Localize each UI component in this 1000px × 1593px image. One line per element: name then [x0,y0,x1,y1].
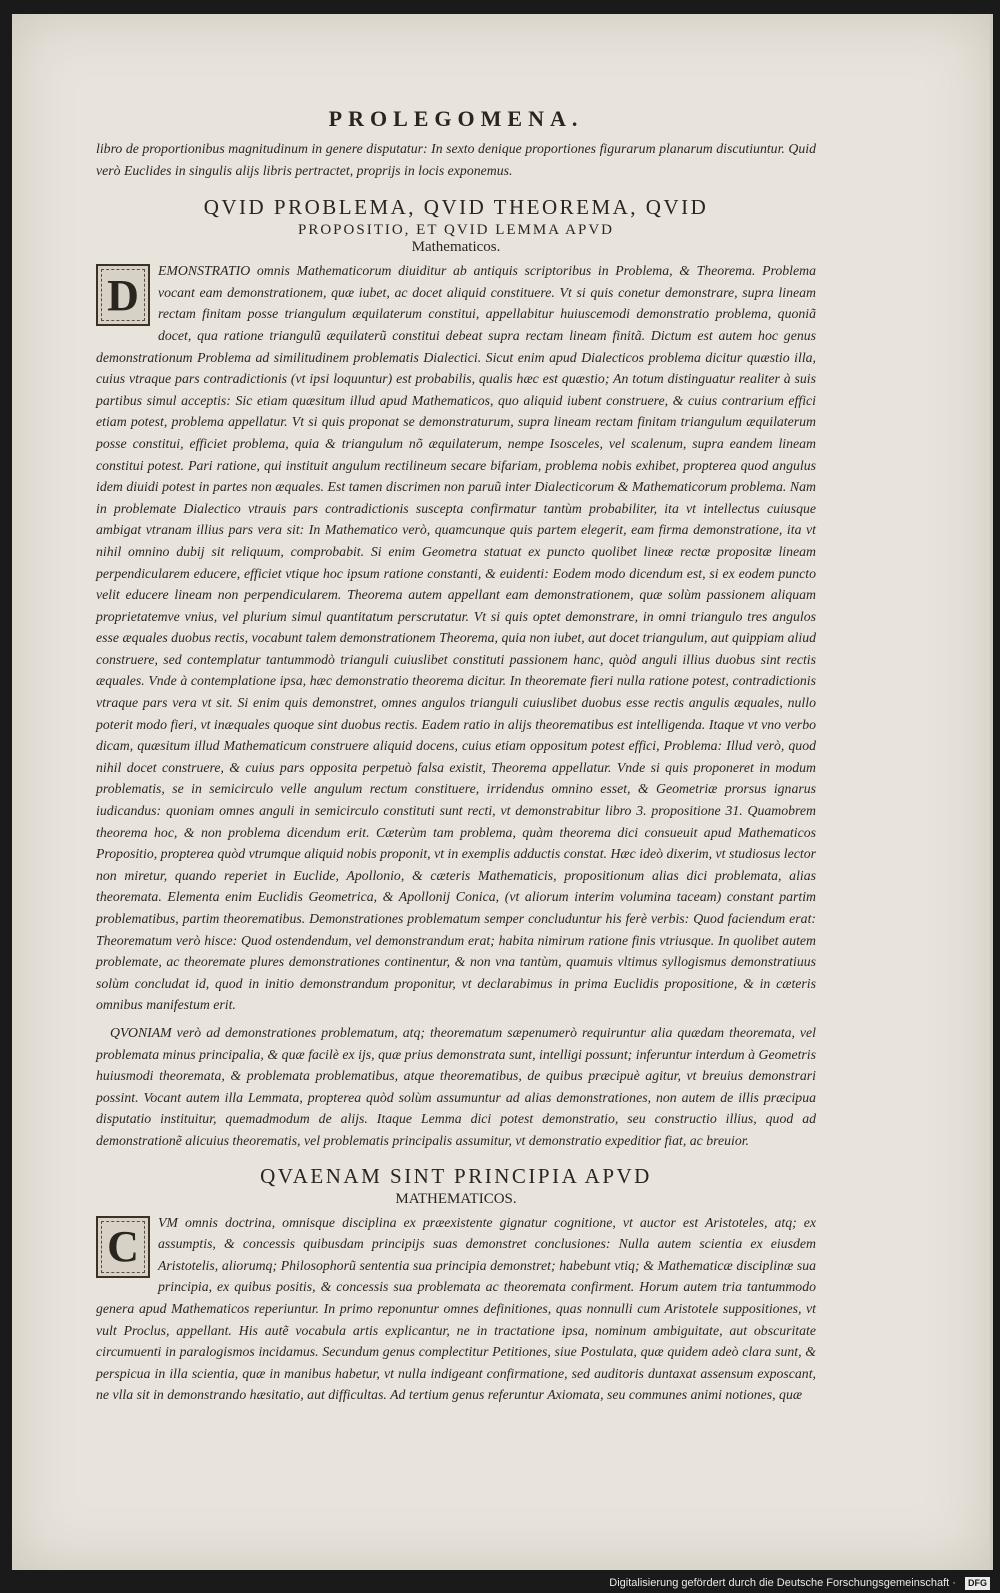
section1-paragraph2: QVONIAM verò ad demonstrationes problematum, atq; theorematum sæpenumerò requiruntur alia quædam theoremata, vel problemata minus principalia, & quæ facilè ex ijs, quæ prius demonstrata sunt, intelligi possunt; inferuntur interdum à Geometris huiusmodi theoremata, & problemata problematibus, atque theorematibus, de quibus præcipuè agitur, vt breuius demonstrari possint. Vocant autem illa Lemmata, propterea quòd solùm assumuntur ad alias demonstrationes, non autem de illis præcipua disputatio instituitur, quemadmodum de alijs. Itaque Lemma dici potest demonstratio, seu constructio illius, quod ad demonstrationẽ alicuius theorematis, vel problematis principalis assumitur, vt demonstratio expeditior fiat, ac breuior. [96,1024,816,1148]
section2-paragraph1: VM omnis doctrina, omnisque disciplina ex præexistente gignatur cognitione, vt auctor est Aristoteles, atq; ex assumptis, & concessis quibusdam principijs suas demonstret conclusiones: Nulla autem scientia ex eiusdem Aristotelis, aliorumq; Philosophorũ sententia sua principia demonstret; habebunt vtiq; & Mathematicæ disciplinæ sua principia, ex quibus positis, & concessis sua problemata ac theoremata confirment. Horum autem tria tantummodo genera apud Mathematicos reperiuntur. In primo reponuntur omnes definitiones, quas nonnulli cum Aristotele suppositiones, vt vult Proclus, appellant. His autẽ vocabula artis explicantur, ne in tractatione ipsa, nominum ambiguitate, aut obscuritate circumuenti in paralogismos incidamus. Secundum genus complectitur Petitiones, siue Postulata, quæ quidem adeò clara sunt, & perspicua in illa scientia, quæ in manibus habetur, vt nulla indigeant confirmatione, sed auditoris duntaxat assensum exposcant, ne vlla sit in demonstrando hæsitatio, aut difficultas. Ad tertium genus referuntur Axiomata, seu communes animi notiones, quæ [96,1214,816,1403]
section1-title-line2: PROPOSITIO, ET QVID LEMMA APVD [298,222,614,239]
decorated-initial-d: D [96,264,150,326]
running-head: PROLEGOMENA. [328,106,584,131]
section2-title-line1: QVAENAM SINT PRINCIPIA APVD [260,1163,652,1188]
intro-text: libro de proportionibus magnitudinum in genere disputatur: In sexto denique proportiones figurarum planarum discutiuntur. Quid verò Euclides in singulis alijs libris pertractet, proprijs in locis exponemus. [96,141,816,178]
footer-credit-text: Digitalisierung gefördert durch die Deutsche Forschungsgemeinschaft · [609,1577,956,1589]
book-page [12,14,993,1570]
dfg-logo: DFG [965,1577,990,1590]
section1-paragraph1: EMONSTRATIO omnis Mathematicorum diuiditur ab antiquis scriptoribus in Problema, & Theorema. Problema vocant eam demonstrationem, quæ iubet, ac docet aliquid constituere. Vt si quis conetur demonstrare, supra lineam rectam finitam posse triangulum æquilaterum constitui, appellabitur huiuscemodi demonstratio problema, quoniã docet, qua ratione triangulũ æquilaterũ constitui debeat supra rectam lineam finitã. Dictum est autem hoc genus demonstrationum Problema ad similitudinem problematis Dialectici. Sicut enim apud Dialecticos problema dicitur quæstio illa, cuius vtraque pars contradictionis (vt ipsi loquuntur) est probabilis, qualis hæc est quæstio; An totum distinguatur realiter à suis partibus simul acceptis: Sic etiam quæsitum illud apud Mathematicos, quo aliquid iubent construere, & cuius contrarium effici etiam potest, problema appellatur. Vt si quis proponat se demonstraturum, supra lineam rectam finitam triangulum æquilaterum posse constitui, efficiet problema, quia & triangulum nõ æquilaterum, nempe Isosceles, vel scalenum, supra eandem lineam constitui potest. Pari ratione, qui instituit angulum rectilineum secare bifariam, problema nobis exhibet, propterea quod angulus idem diuidi potest in partes non æquales. Est tamen discrimen non paruũ inter Dialecticorum & Mathematicorum problema. Nam in problemate Dialectico vtrauis pars contradictionis suscepta confirmatur tantùm probabiliter, ita vt intellectus cuiusque ambigat vtranam illius pars vera sit: In Mathematico verò, quamcunque quis partem elegerit, eam firma demonstratione, ita vt nihil omnino dubij sit reliquum, comprobabit. Si enim Geometra statuat ex puncto quolibet lineæ rectæ propositæ lineam perpendicularem educere, efficiet vtique hoc ipsum ratione constanti, & euidenti: Eodem modo dicendum est, si ex eodem puncto velit educere lineam non perpendicularem. Theorema autem appellant eam demonstrationem, quæ solùm passionem aliquam proprietatemve vnius, vel plurium simul quantitatum perscrutatur. Vt si quis optet demonstrare, in omni triangulo tres angulos esse æquales duobus rectis, vocabunt talem demonstrationem Theorema, quia non iubet, aut docet triangulum, aut quippiam aliud construere, sed contemplatur tantummodò trianguli cuiuslibet constituti passionem hanc, quòd anguli illius duobus sint rectis æquales. Vnde à contemplatione ipsa, hæc demonstratio theorema dicitur. In theoremate fieri nulla ratione potest, contradictionis vtraque pars vera vt sit. Si enim quis demonstret, omnes angulos trianguli cuiuslibet duobus esse rectis angulis æquales, nullo poterit modo fieri, vt inæquales quoque sint duobus rectis. Eadem ratio in alijs theorematibus est intelligenda. Itaque vt vno verbo dicam, quæsitum illud Mathematicum construere aliquid docens, cuius etiam oppositum potest effici, Problema: Illud verò, quod nihil docet construere, & cuius pars opposita perpetuò falsa existit, Theorema appellatur. Vnde si quis proponeret in modum problematis, se in semicirculo velle angulum rectum constituere, irridendus omnino esset, & Geometriæ prorsus ignarus iudicandus: quoniam omnes anguli in semicirculo constituti sunt recti, vt demonstrabitur libro 3. propositione 31. Quamobrem theorema hoc, & non problema dicendum erit. Cæterùm tam problema, quàm theorema dici consueuit apud Mathematicos Propositio, propterea quòd vtrumque aliquid nobis proponit, vt in exemplis adductis constat. Hæc ideò dixerim, vt studiosus lector non miretur, quando reperiet in Euclide, Apollonio, & cæteris Mathematicis, propositionum alias dici problemata, alias theoremata. Elementa enim Euclidis Geometrica, & Apollonij Conica, (vt aliorum interim volumina taceam) constant partim problematibus, partim theorematibus. Demonstrationes problematum semper concluduntur his ferè verbis: Quod faciendum erat: Theorematum verò hisce: Quod ostendendum, vel demonstrandum erat; habita nimirum ratione finis vtriusque. In quolibet autem problemate, ac theoremate plures demonstrationes continentur, & non vna tantùm, quamuis vltimus syllogismus demonstratiuus solùm concludat id, quod in initio demonstrandum proponitur, vt declarabimus in prima Euclidis propositione, & in cæteris omnibus manifestum erit. [96,263,816,1013]
section2-title-line2: MATHEMATICOS. [395,1190,517,1207]
page-content [96,106,816,1406]
section1-title-line1: QVID PROBLEMA, QVID THEOREMA, QVID [203,195,709,220]
section1-title-line3: Mathematicos. [411,239,501,256]
decorated-initial-c: C [96,1216,150,1278]
footer-bar [0,1574,1000,1593]
